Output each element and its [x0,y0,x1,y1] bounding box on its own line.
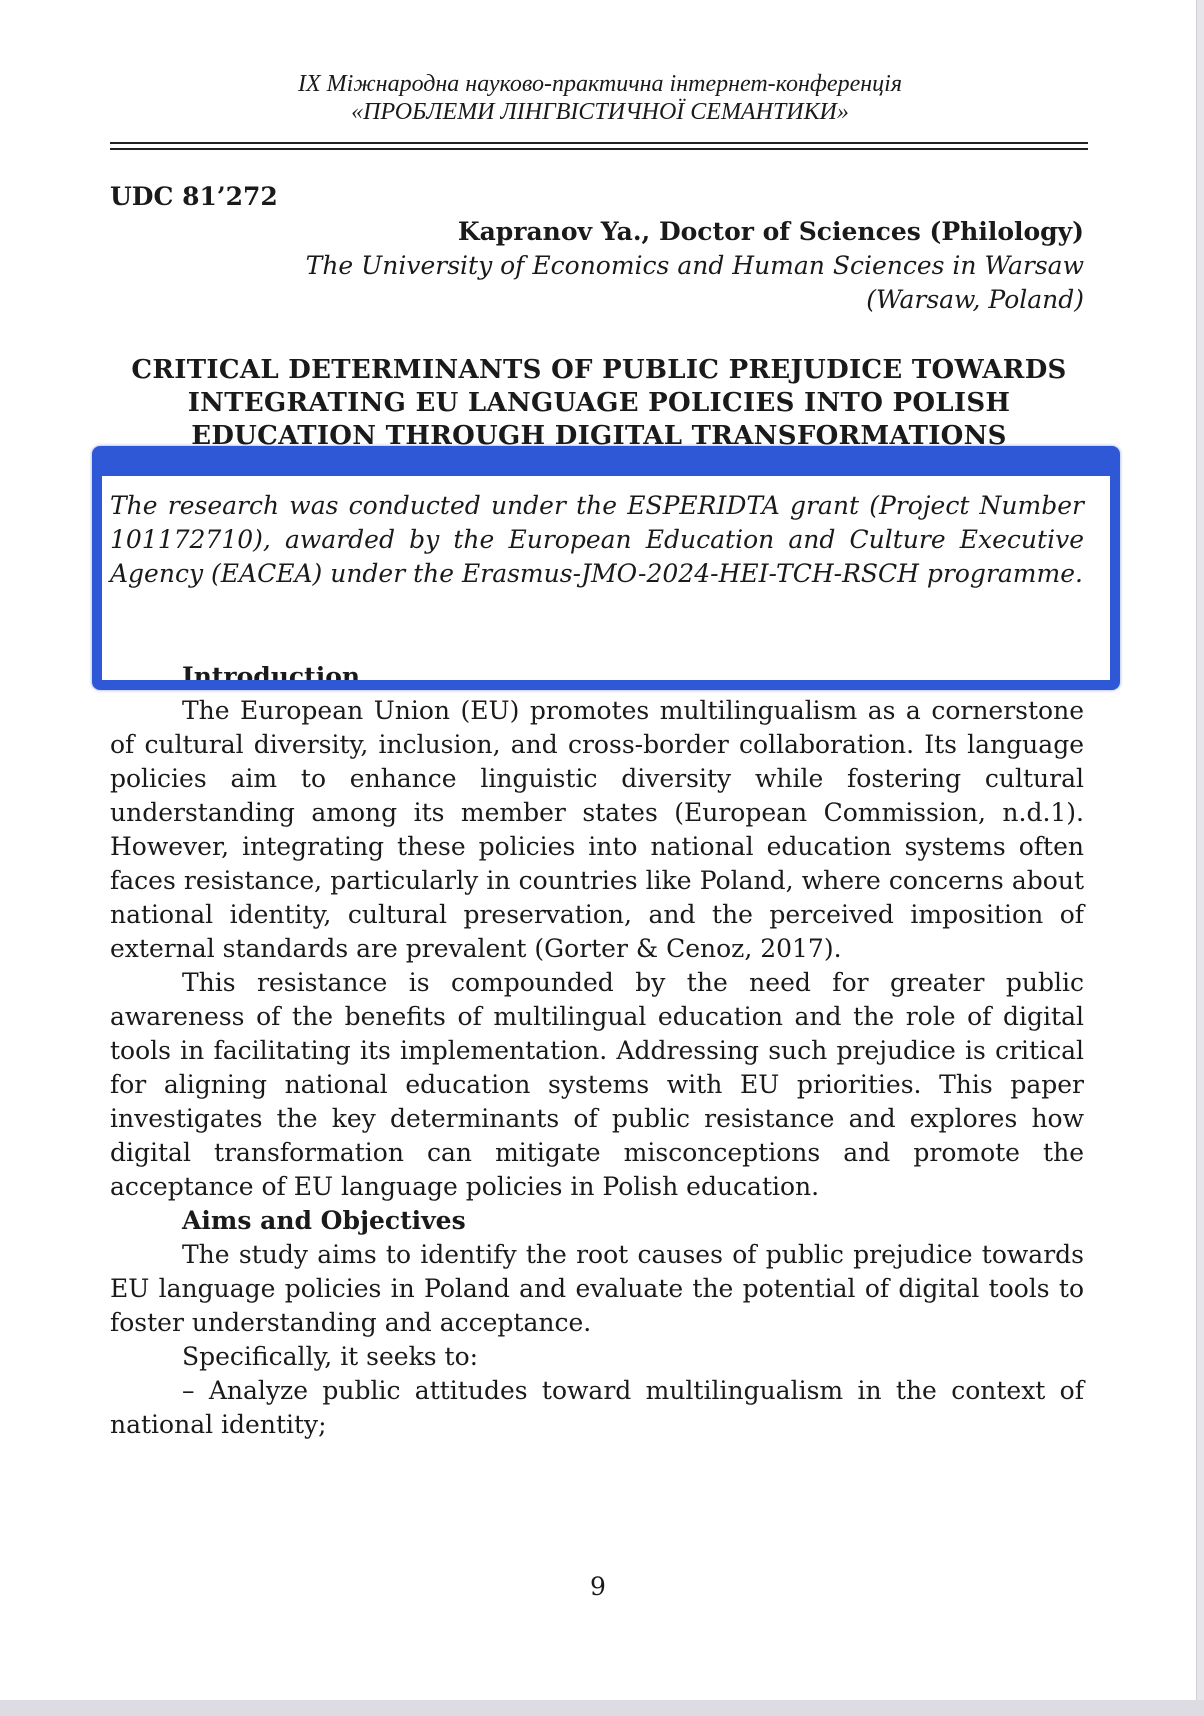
author-location: (Warsaw, Poland) [866,285,1084,314]
conference-header [110,70,1090,126]
conference-name: IX Міжнародна науково-практична інтернет-конференція [298,71,902,97]
paper-body [110,660,1084,1442]
title-line: CRITICAL DETERMINANTS OF PUBLIC PREJUDICE TOWARDS [131,355,1067,385]
section-heading-introduction: Introduction [182,662,361,691]
udc-code: UDC 81’272 [110,182,278,211]
paragraph: – Analyze public attitudes toward multilingualism in the context of national identity; [110,1376,1084,1439]
paragraph: This resistance is compounded by the need for greater public awareness of the benefits of multilingual education and the role of digital tools in facilitating its implementation. Addressing such prejudice is critical for aligning national education systems with EU priorities. This paper investigates the key determinants of public resistance and explores how digital transformation can mitigate misconceptions and promote the acceptance of EU language policies in Polish education. [110,968,1084,1201]
conference-theme: «ПРОБЛЕМИ ЛІНГВІСТИЧНОЇ СЕМАНТИКИ» [351,99,849,125]
paragraph: The study aims to identify the root causes of public prejudice towards EU language policies in Poland and evaluate the potential of digital tools to foster understanding and acceptance. [110,1240,1084,1337]
page-number: 9 [590,1572,606,1601]
section-heading-aims: Aims and Objectives [182,1206,466,1235]
viewer-bottom-strip [0,1700,1204,1716]
paper-title [110,354,1088,453]
paragraph: Specifically, it seeks to: [182,1342,479,1371]
header-rule-bottom [110,148,1088,150]
title-line: INTEGRATING EU LANGUAGE POLICIES INTO POLISH [187,388,1011,418]
title-line: EDUCATION THROUGH DIGITAL TRANSFORMATIONS [191,421,1007,451]
grant-note: The research was conducted under the ESPERIDTA grant (Project Number 101172710), awarded by the European Education and Culture Executive Agency (EACEA) under the Erasmus-JMO-2024-HEI-TCH-RSCH programme. [110,491,1084,588]
author-block [184,215,1084,317]
author-affiliation: The University of Economics and Human Sciences in Warsaw [305,251,1084,280]
header-rule-top [110,142,1088,144]
paragraph: The European Union (EU) promotes multilingualism as a cornerstone of cultural diversity, inclusion, and cross-border collaboration. Its language policies aim to enhance linguistic diversity while fostering cultural understanding among its member states (European Commission, n.d.1). However, integrating these policies into national education systems often faces resistance, particularly in countries like Poland, where concerns about national identity, cultural preservation, and the perceived imposition of external standards are prevalent (Gorter & Cenoz, 2017). [110,696,1084,963]
author-name: Kapranov Ya., Doctor of Sciences (Philology) [457,217,1084,246]
